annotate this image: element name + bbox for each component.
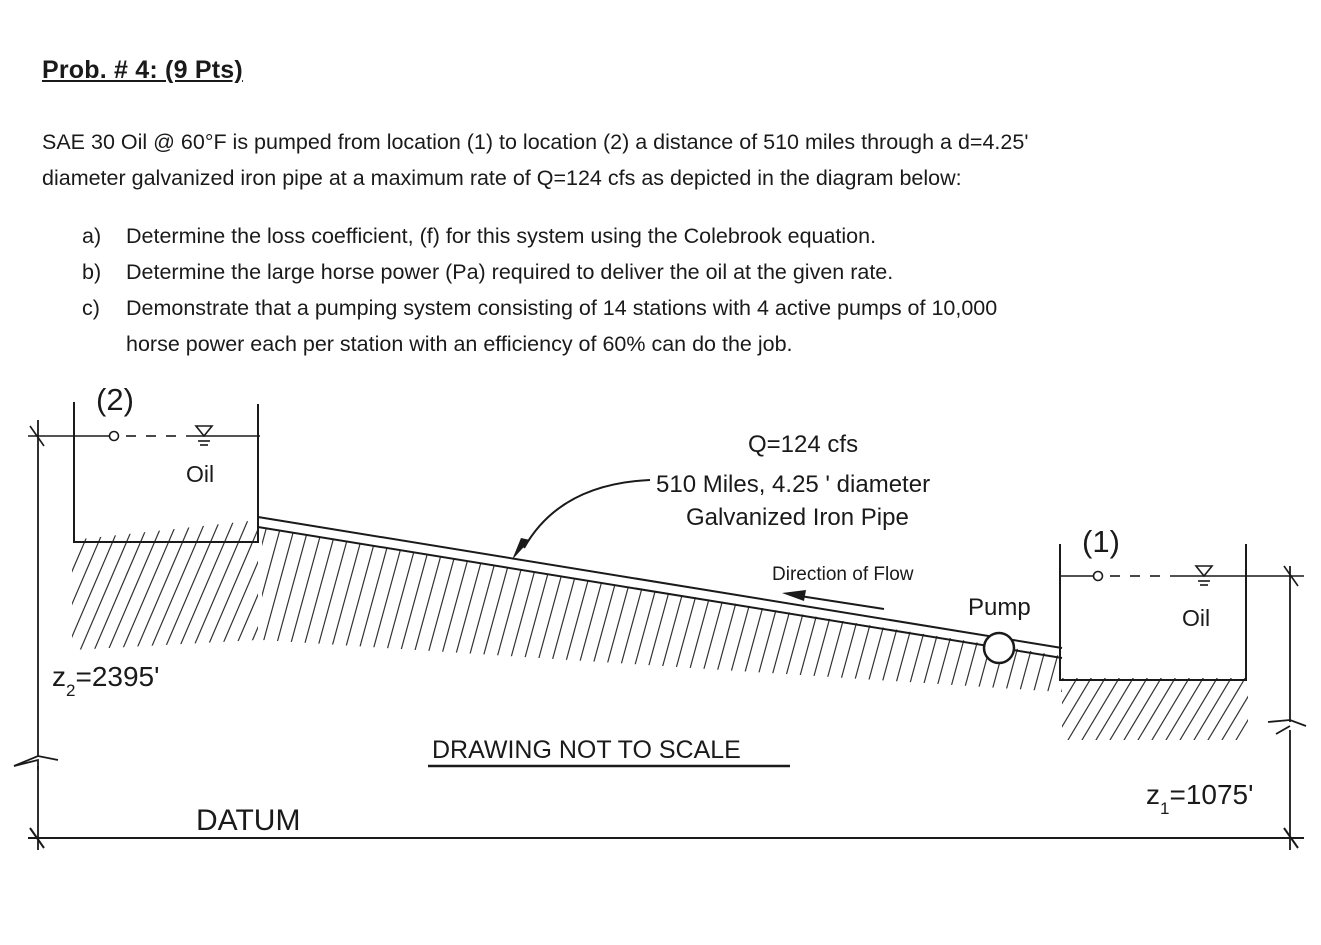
hatch-line — [368, 500, 428, 720]
hatch-line — [1026, 500, 1086, 720]
location-2-label: (2) — [96, 382, 134, 417]
datum-label: DATUM — [196, 804, 301, 837]
flow-direction-label: Direction of Flow — [772, 564, 914, 585]
hatch-line — [286, 520, 346, 660]
hatch-line — [410, 500, 470, 720]
hatch-line — [1224, 660, 1284, 760]
hatch-line — [1056, 660, 1116, 760]
hatch-line — [1000, 660, 1060, 760]
hatch-line — [1154, 660, 1214, 760]
pipe — [258, 517, 1062, 658]
hatch-line — [858, 500, 918, 720]
hatch-line — [648, 500, 708, 720]
question-text: Demonstrate that a pumping system consisting of 14 stations with 4 active pumps of 10,000 — [126, 296, 998, 320]
hatch-line — [1014, 660, 1074, 760]
hatch-line — [452, 500, 512, 720]
hatch-line — [830, 500, 890, 720]
hatch-line — [606, 500, 666, 720]
hatch-line — [886, 500, 946, 720]
pump-icon — [984, 633, 1014, 663]
hatch-line — [1084, 660, 1144, 760]
hatch-line — [1252, 660, 1312, 760]
hatch-line — [1280, 660, 1321, 760]
oil-label-left: Oil — [186, 461, 215, 487]
pump-label: Pump — [968, 594, 1031, 621]
hatch-line — [300, 520, 360, 660]
flow-rate-label: Q=124 cfs — [748, 431, 859, 458]
question-label: b) — [82, 260, 102, 284]
oil-label-right: Oil — [1182, 605, 1211, 631]
hatch-line — [354, 500, 414, 720]
hatch-line — [1126, 660, 1186, 760]
ground-hatch-right — [1000, 660, 1321, 760]
question-text: Determine the large horse power (Pa) required to deliver the oil at the given rate. — [126, 260, 894, 284]
hatch-line — [494, 500, 554, 720]
hatch-line — [788, 500, 848, 720]
hatch-line — [550, 500, 610, 720]
hatch-line — [1266, 660, 1321, 760]
question-label: c) — [82, 296, 100, 320]
hatch-line — [508, 500, 568, 720]
oil-surface-right — [1060, 566, 1304, 586]
hatch-line — [340, 500, 400, 720]
hatch-line — [396, 500, 456, 720]
statement-line-2: diameter galvanized iron pipe at a maximum rate of Q=124 cfs as depicted in the diagram below: — [42, 166, 962, 190]
statement-line-1: SAE 30 Oil @ 60°F is pumped from location (1) to location (2) a distance of 510 miles through a d=4.25' — [42, 130, 1029, 154]
hatch-line — [1210, 660, 1270, 760]
hatch-line — [382, 500, 442, 720]
hatch-line — [634, 500, 694, 720]
not-to-scale-note: DRAWING NOT TO SCALE — [432, 736, 741, 764]
hatch-line — [1140, 660, 1200, 760]
tank-2 — [74, 402, 258, 542]
hatch-line — [424, 500, 484, 720]
question-label: a) — [82, 224, 102, 248]
hatch-line — [662, 500, 722, 720]
question-continuation: horse power each per station with an efficiency of 60% can do the job. — [126, 332, 793, 356]
hatch-line — [522, 500, 582, 720]
hatch-line — [900, 500, 960, 720]
hatch-line — [704, 500, 764, 720]
hatch-line — [844, 500, 904, 720]
z2-elevation-label: $z_2=2395'$ — [52, 661, 160, 700]
location-1-label: (1) — [1082, 524, 1120, 559]
hatch-line — [578, 500, 638, 720]
hatch-line — [1028, 660, 1088, 760]
hatch-line — [1042, 660, 1102, 760]
z1-dimension-line — [1268, 566, 1306, 850]
hatch-line — [676, 500, 736, 720]
hatch-line — [438, 500, 498, 720]
hatch-line — [20, 520, 80, 660]
pipe-material-label: Galvanized Iron Pipe — [686, 504, 909, 531]
hatch-line — [480, 500, 540, 720]
hatch-line — [272, 520, 332, 660]
hatch-line — [690, 500, 750, 720]
hatch-line — [592, 500, 652, 720]
z2-dimension-line — [14, 420, 58, 850]
hatch-line — [1182, 660, 1242, 760]
hatch-line — [914, 500, 974, 720]
question-text: Determine the loss coefficient, (f) for this system using the Colebrook equation. — [126, 224, 877, 248]
hatch-line — [536, 500, 596, 720]
tank-1 — [1060, 544, 1246, 680]
hatch-line — [620, 500, 680, 720]
problem-title: Prob. # 4: (9 Pts) — [42, 56, 243, 84]
pipe-length-label: 510 Miles, 4.25 ' diameter — [656, 471, 931, 498]
hatch-line — [1098, 660, 1158, 760]
oil-surface-left — [28, 426, 260, 446]
flow-arrowhead — [782, 590, 806, 601]
leader-arrowhead — [512, 538, 530, 560]
hatch-line — [1070, 660, 1130, 760]
hatch-line — [312, 500, 372, 720]
hatch-line — [746, 500, 806, 720]
hatch-line — [298, 500, 358, 720]
hatch-line — [466, 500, 526, 720]
hatch-line — [564, 500, 624, 720]
hatch-line — [1168, 660, 1228, 760]
pipe-leader-arrow — [524, 480, 650, 548]
hatch-line — [258, 520, 318, 660]
hatch-line — [1112, 660, 1172, 760]
hatch-line — [872, 500, 932, 720]
z1-elevation-label: $z_1=1075'$ — [1146, 779, 1254, 818]
